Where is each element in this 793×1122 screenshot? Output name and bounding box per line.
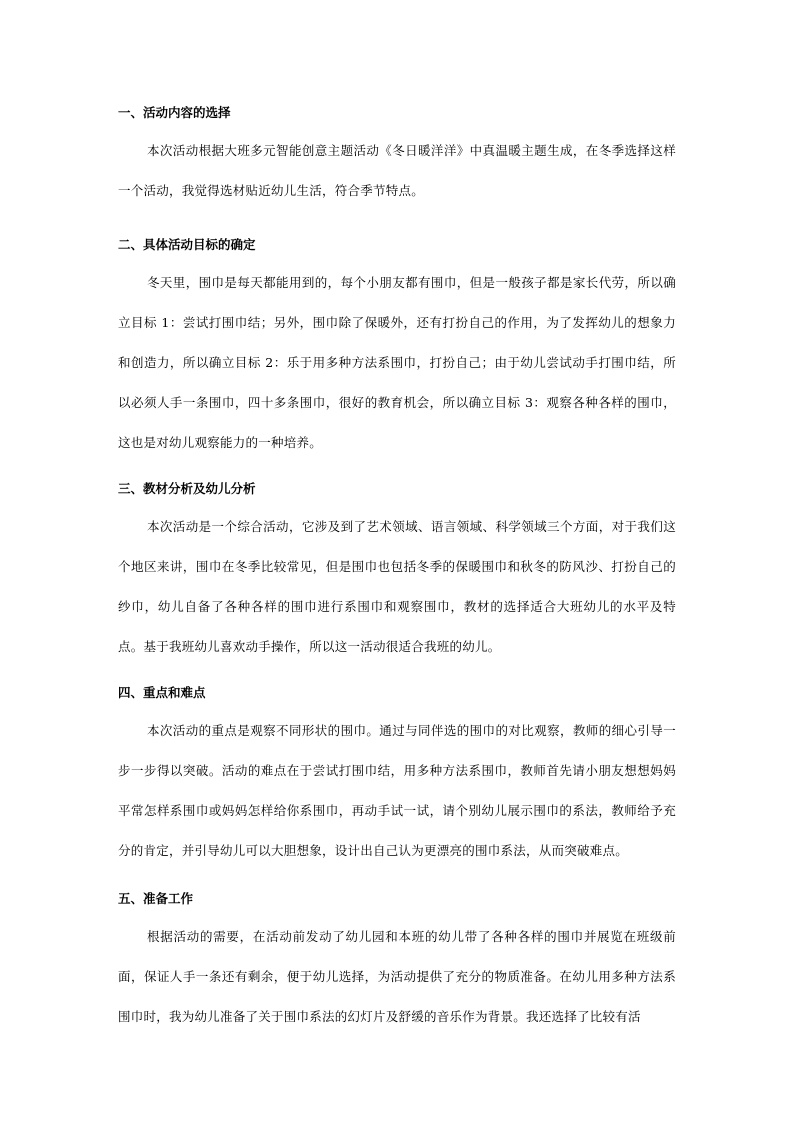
section-paragraph: 本次活动是一个综合活动，它涉及到了艺术领域、语言领域、科学领域三个方面，对于我们这个地区来讲，围巾在冬季比较常见，但是围巾也包括冬季的保暖围巾和秋冬的防风沙、打扮自己的纱巾，幼儿自备了各种各样的围巾进行系围巾和观察围巾，教材的选择适合大班幼儿的水平及特点。基于我班幼儿喜欢动手操作，所以这一活动很适合我班的幼儿。 [118, 519, 676, 654]
section-heading: 五、准备工作 [118, 891, 194, 906]
section-heading: 四、重点和难点 [118, 685, 206, 700]
section-paragraph: 本次活动的重点是观察不同形状的围巾。通过与同伴选的围巾的对比观察，教师的细心引导一步一步得以突破。活动的难点在于尝试打围巾结，用多种方法系围巾，教师首先请小朋友想想妈妈平常怎样系围巾或妈妈怎样给你系围巾，再动手试一试，请个别幼儿展示围巾的系法，教师给予充分的肯定，并引导幼儿可以大胆想象，设计出自己认为更漂亮的围巾系法，从而突破难点。 [118, 723, 676, 858]
section-heading: 三、教材分析及幼儿分析 [118, 481, 256, 496]
section-5 [118, 891, 676, 1037]
section-heading: 一、活动内容的选择 [118, 105, 231, 120]
section-paragraph: 冬天里，围巾是每天都能用到的，每个小朋友都有围巾，但是一般孩子都是家长代劳，所以确立目标 1：尝试打围巾结；另外，围巾除了保暖外，还有打扮自己的作用，为了发挥幼儿的想象力和创造力，所以确立目标 2：乐于用多种方法系围巾，打扮自己；由于幼儿尝试动手打围巾结，所以必须人手一条围巾，四十多条围巾，很好的教育机会，所以确立目标 3：观察各种各样的围巾，这也是对幼儿观察能力的一种培养。 [118, 275, 676, 450]
section-4 [118, 685, 676, 871]
section-3 [118, 481, 676, 667]
section-2 [118, 237, 676, 463]
section-paragraph: 根据活动的需要，在活动前发动了幼儿园和本班的幼儿带了各种各样的围巾并展览在班级前面，保证人手一条还有剩余，便于幼儿选择，为活动提供了充分的物质准备。在幼儿用多种方法系围巾时，我为幼儿准备了关于围巾系法的幻灯片及舒缓的音乐作为背景。我还选择了比较有活 [118, 929, 676, 1024]
section-heading: 二、具体活动目标的确定 [118, 237, 256, 252]
section-paragraph: 本次活动根据大班多元智能创意主题活动《冬日暖洋洋》中真温暖主题生成，在冬季选择这样一个活动，我觉得选材贴近幼儿生活，符合季节特点。 [118, 143, 676, 198]
section-1 [118, 105, 676, 211]
